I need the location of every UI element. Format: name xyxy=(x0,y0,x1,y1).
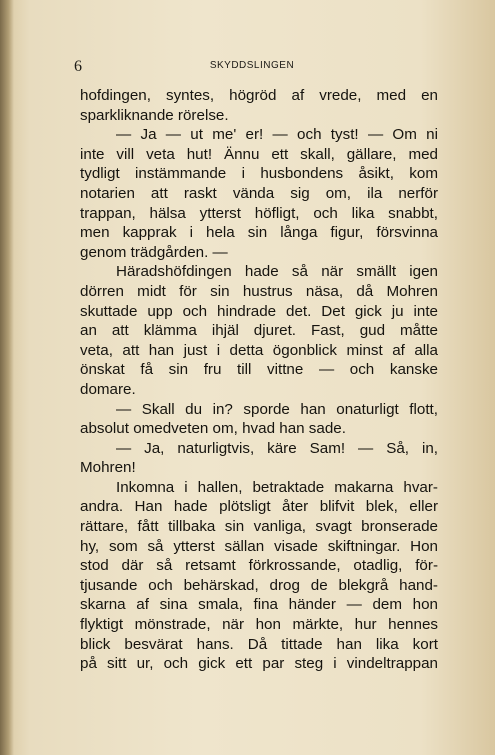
text-line: an att klämma ihjäl djuret. Fast, gud måtte xyxy=(80,322,438,340)
text-line: trappan, hälsa ytterst höfligt, och lika snabbt, xyxy=(80,204,438,222)
text-line: skarna af sina smala, fina händer — dem hon xyxy=(80,596,438,614)
text-line: — Skall du in? sporde han onaturligt flott, xyxy=(116,400,438,418)
text-line: domare. xyxy=(80,380,136,398)
text-line: tjusande och behärskad, drog de blekgrå hand- xyxy=(80,576,438,594)
text-line: önskat få sin fru till vittne — och kanske xyxy=(80,361,438,379)
text-line: flyktigt mönstrade, när hon märkte, hur hennes xyxy=(80,616,438,634)
text-line: Inkomna i hallen, betraktade makarna hvar- xyxy=(116,478,438,496)
text-line: veta, att han just i detta ögonblick minst af alla xyxy=(80,341,438,359)
text-line: inte vill veta hut! Ännu ett skall, gällare, med xyxy=(80,145,438,163)
text-line: rättare, fått tillbaka sin vanliga, svagt bronserade xyxy=(80,518,438,536)
text-line: hy, som så ytterst sällan visade skiftningar. Hon xyxy=(80,537,438,555)
text-line: men kapprak i hela sin långa figur, försvinna xyxy=(80,224,438,242)
text-line: genom trädgården. — xyxy=(80,243,228,261)
text-line: tydligt instämmande i husbondens åsikt, kom xyxy=(80,165,438,183)
page-header xyxy=(64,58,440,78)
page-number: 6 xyxy=(74,58,82,75)
text-line: Häradshöfdingen hade så när smällt igen xyxy=(116,263,438,281)
text-line: sparkliknande rörelse. xyxy=(80,106,229,124)
text-line: Mohren! xyxy=(80,459,136,477)
running-head: SKYDDSLINGEN xyxy=(209,60,295,71)
text-line: blick besvärat hans. Då tittade han lika kort xyxy=(80,635,438,653)
text-line: — Ja — ut me' er! — och tyst! — Om ni xyxy=(116,126,438,144)
text-line: — Ja, naturligtvis, käre Sam! — Så, in, xyxy=(116,439,438,457)
text-line: hofdingen, syntes, högröd af vrede, med en xyxy=(80,87,438,104)
body-text xyxy=(80,86,438,674)
text-line: andra. Han hade plötsligt åter blifvit blek, eller xyxy=(80,498,438,516)
binding-gutter xyxy=(0,0,14,755)
text-line: notarien att raskt vända sig om, ila nerför xyxy=(80,184,438,202)
text-line: absolut omedveten om, hvad han sade. xyxy=(80,420,346,438)
text-line: skuttade upp och hindrade det. Det gick ju inte xyxy=(80,302,438,320)
text-line: stod där så retsamt förkrossande, otadlig, för- xyxy=(80,557,438,575)
text-line: på sitt ur, och gick ett par steg i vindeltrappan xyxy=(80,655,438,673)
text-line: dörren midt för sin hustrus näsa, då Mohren xyxy=(80,282,438,300)
